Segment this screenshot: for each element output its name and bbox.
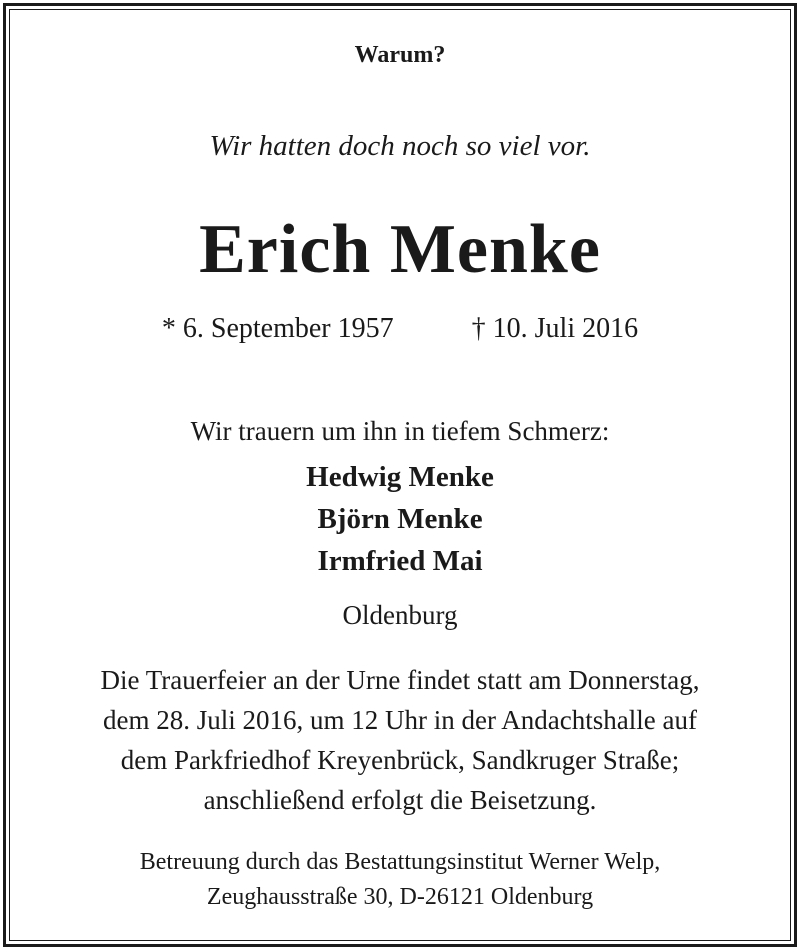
mourners-city: Oldenburg <box>342 600 458 630</box>
ceremony-text <box>0 660 800 820</box>
life-dates <box>0 313 800 345</box>
ceremony-line: dem Parkfriedhof Kreyenbrück, Sandkruger Straße; <box>120 745 680 775</box>
mourner-name: Irmfried Mai <box>317 545 483 577</box>
funeral-home-line: Betreuung durch das Bestattungsinstitut Werner Welp, <box>139 849 661 875</box>
death-date: † 10. Juli 2016 <box>471 313 639 344</box>
ceremony-line: Die Trauerfeier an der Urne findet statt am Donnerstag, <box>100 665 700 695</box>
deceased-name: Erich Menke <box>199 211 601 288</box>
ceremony-line: anschließend erfolgt die Beisetzung. <box>203 785 597 815</box>
mourner-name: Hedwig Menke <box>306 461 494 493</box>
mourner-name: Björn Menke <box>317 503 483 535</box>
funeral-home-info <box>0 845 800 915</box>
funeral-home-line: Zeughausstraße 30, D-26121 Oldenburg <box>206 884 594 910</box>
notice-heading: Warum? <box>354 42 446 68</box>
notice-motto: Wir hatten doch noch so viel vor. <box>209 130 591 162</box>
birth-date: * 6. September 1957 <box>161 313 394 344</box>
mourning-line: Wir trauern um ihn in tiefem Schmerz: <box>190 416 610 446</box>
ceremony-line: dem 28. Juli 2016, um 12 Uhr in der Andachtshalle auf <box>103 705 697 735</box>
